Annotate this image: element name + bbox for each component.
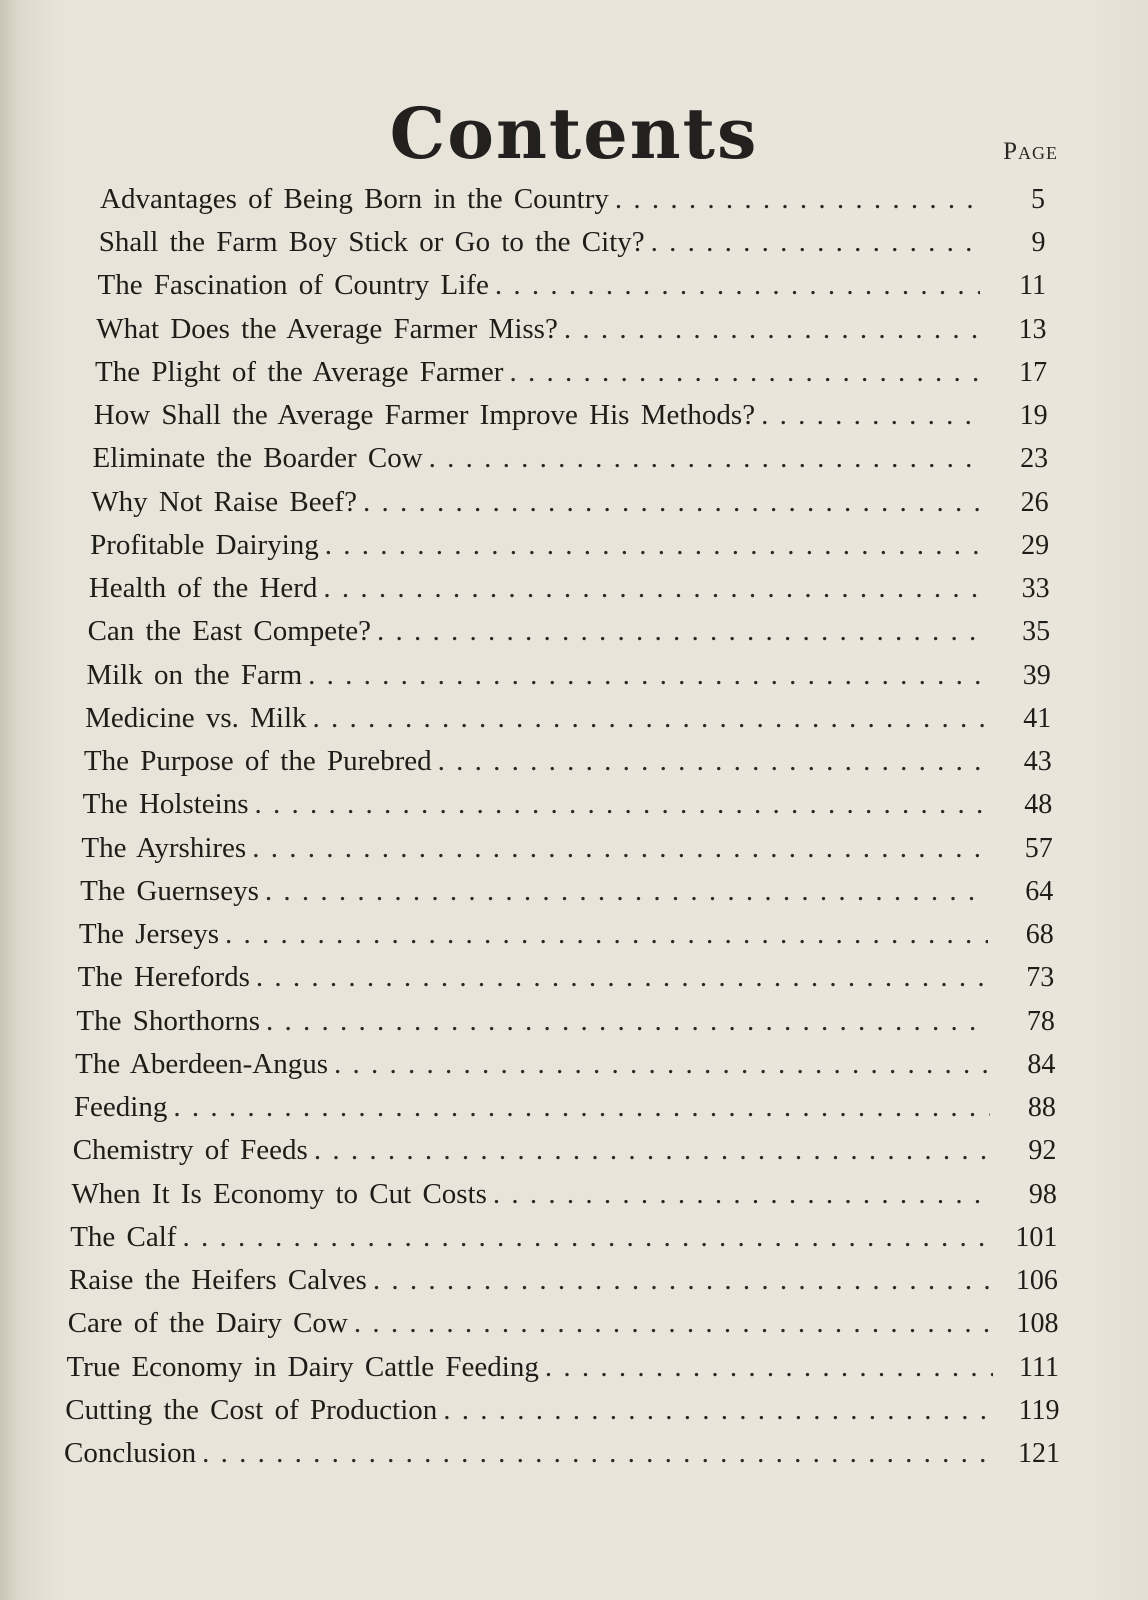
toc-entry-page-number: 26 bbox=[1020, 486, 1049, 518]
toc-entry-page-number: 41 bbox=[1023, 702, 1052, 734]
toc-entry-page-number: 23 bbox=[1020, 443, 1049, 475]
toc-entry-title: How Shall the Average Farmer Improve His Methods? bbox=[93, 399, 756, 432]
toc-entry-page-number: 68 bbox=[1025, 919, 1054, 951]
toc-entry-page-number: 35 bbox=[1022, 616, 1051, 648]
dot-leader bbox=[182, 1221, 991, 1254]
dot-leader bbox=[225, 918, 988, 951]
toc-entry-title: The Herefords bbox=[77, 961, 250, 994]
toc-entry-title: Eliminate the Boarder Cow bbox=[92, 442, 423, 475]
toc-entry-page-number: 48 bbox=[1024, 789, 1053, 821]
toc-entry-title: Profitable Dairying bbox=[90, 528, 319, 561]
toc-entry-page-number: 43 bbox=[1023, 746, 1052, 778]
dot-leader bbox=[429, 442, 982, 475]
dot-leader bbox=[173, 1091, 989, 1124]
toc-entry-page-number: 19 bbox=[1019, 400, 1048, 432]
toc-entry-page-number: 111 bbox=[1019, 1351, 1059, 1383]
dot-leader bbox=[495, 269, 980, 302]
toc-entry-title: Milk on the Farm bbox=[86, 658, 303, 691]
toc-entry-title: The Shorthorns bbox=[76, 1004, 261, 1037]
toc-entry-title: Feeding bbox=[73, 1091, 168, 1124]
toc-entry-title: Care of the Dairy Cow bbox=[67, 1307, 348, 1340]
toc-entry-page-number: 9 bbox=[1031, 227, 1046, 259]
toc-entry-title: Shall the Farm Boy Stick or Go to the City? bbox=[98, 226, 645, 259]
toc-entry-page-number: 121 bbox=[1018, 1438, 1060, 1469]
toc-entry-page-number: 29 bbox=[1021, 529, 1050, 561]
toc-entry bbox=[100, 183, 1045, 219]
dot-leader bbox=[509, 356, 981, 389]
toc-entry-page-number: 13 bbox=[1018, 313, 1047, 345]
dot-leader bbox=[325, 529, 983, 562]
dot-leader bbox=[373, 1264, 992, 1297]
toc-entry bbox=[66, 1351, 1058, 1387]
toc-entry-page-number: 5 bbox=[1031, 184, 1045, 215]
toc-entry-page-number: 33 bbox=[1021, 573, 1050, 605]
toc-entry bbox=[89, 572, 1050, 608]
dot-leader bbox=[323, 572, 983, 605]
toc-entry-page-number: 39 bbox=[1022, 659, 1051, 691]
toc-entry-page-number: 92 bbox=[1028, 1135, 1057, 1167]
toc-entry-title: Health of the Herd bbox=[88, 572, 318, 605]
toc-entry-title: Raise the Heifers Calves bbox=[68, 1264, 367, 1297]
toc-entry-title: Can the East Compete? bbox=[87, 615, 371, 648]
toc-entry bbox=[80, 875, 1053, 911]
dot-leader bbox=[354, 1307, 993, 1340]
dot-leader bbox=[493, 1178, 991, 1211]
toc-entry-page-number: 11 bbox=[1019, 270, 1047, 302]
toc-entry-page-number: 119 bbox=[1018, 1394, 1060, 1426]
toc-entry bbox=[98, 269, 1047, 305]
toc-entry-page-number: 57 bbox=[1024, 832, 1053, 864]
toc-entry bbox=[81, 832, 1052, 868]
toc-entry-title: The Guernseys bbox=[80, 874, 259, 907]
toc-entry bbox=[73, 1134, 1057, 1170]
page-title: Contents bbox=[389, 91, 759, 175]
toc-entry bbox=[64, 1437, 1060, 1473]
toc-entry bbox=[76, 1005, 1054, 1041]
toc-entry bbox=[94, 399, 1048, 435]
dot-leader bbox=[255, 788, 987, 821]
toc-entry-title: True Economy in Dairy Cattle Feeding bbox=[66, 1350, 539, 1383]
dot-leader bbox=[256, 961, 988, 994]
toc-entry-page-number: 64 bbox=[1025, 875, 1054, 907]
toc-entry-page-number: 73 bbox=[1026, 962, 1055, 994]
dot-leader bbox=[363, 486, 983, 519]
page-column-header: Page bbox=[1003, 138, 1058, 165]
toc-entry bbox=[75, 1048, 1055, 1084]
dot-leader bbox=[313, 702, 986, 735]
toc-entry bbox=[86, 659, 1050, 695]
toc-entry bbox=[70, 1221, 1057, 1257]
toc-entry-title: The Holsteins bbox=[82, 788, 249, 821]
toc-entry-page-number: 17 bbox=[1019, 356, 1048, 388]
dot-leader bbox=[761, 399, 981, 432]
toc-entry bbox=[68, 1307, 1059, 1343]
toc-entry bbox=[71, 1178, 1056, 1214]
toc-entry-title: The Fascination of Country Life bbox=[97, 269, 489, 302]
toc-entry-title: Why Not Raise Beef? bbox=[91, 485, 357, 518]
toc-entry-title: When It Is Economy to Cut Costs bbox=[71, 1177, 487, 1210]
toc-entry-title: Chemistry of Feeds bbox=[72, 1134, 308, 1167]
toc-entry bbox=[84, 745, 1052, 781]
toc-entry-page-number: 101 bbox=[1015, 1221, 1058, 1253]
toc-entry-page-number: 106 bbox=[1015, 1265, 1058, 1297]
dot-leader bbox=[202, 1437, 994, 1470]
toc-entry-page-number: 108 bbox=[1016, 1308, 1059, 1340]
toc-entry-page-number: 78 bbox=[1026, 1005, 1055, 1037]
toc-entry bbox=[83, 788, 1053, 824]
toc-entry bbox=[78, 961, 1055, 997]
toc-entry-title: Conclusion bbox=[64, 1437, 197, 1469]
toc-entry-title: The Jerseys bbox=[78, 918, 219, 951]
dot-leader bbox=[308, 659, 985, 692]
dot-leader bbox=[564, 313, 981, 346]
dot-leader bbox=[266, 1005, 989, 1038]
toc-entry-title: Advantages of Being Born in the Country bbox=[100, 183, 609, 215]
dot-leader bbox=[651, 226, 980, 259]
dot-leader bbox=[545, 1351, 993, 1384]
toc-entry-page-number: 98 bbox=[1028, 1178, 1057, 1210]
dot-leader bbox=[252, 832, 987, 865]
toc-entry bbox=[93, 442, 1049, 478]
toc-entry bbox=[69, 1264, 1058, 1300]
dot-leader bbox=[443, 1394, 993, 1427]
dot-leader bbox=[265, 875, 987, 908]
toc-entry bbox=[96, 313, 1046, 349]
dot-leader bbox=[438, 745, 986, 778]
toc-entry-title: Medicine vs. Milk bbox=[85, 701, 307, 734]
toc-entry bbox=[65, 1394, 1059, 1430]
toc-entry-title: What Does the Average Farmer Miss? bbox=[96, 312, 558, 345]
toc-entry-page-number: 84 bbox=[1027, 1048, 1056, 1080]
dot-leader bbox=[334, 1048, 989, 1081]
toc-entry-title: Cutting the Cost of Production bbox=[65, 1393, 438, 1426]
toc-entry bbox=[85, 702, 1051, 738]
toc-entry bbox=[88, 615, 1051, 651]
toc-entry bbox=[74, 1091, 1056, 1127]
toc-entry-title: The Calf bbox=[70, 1220, 177, 1253]
dot-leader bbox=[377, 615, 984, 648]
toc-entry bbox=[79, 918, 1054, 954]
toc-entry bbox=[90, 529, 1049, 565]
dot-leader bbox=[314, 1134, 991, 1167]
dot-leader bbox=[615, 183, 979, 216]
toc-entry bbox=[99, 226, 1046, 262]
toc-entry-title: The Aberdeen-Angus bbox=[75, 1047, 329, 1080]
toc-entry-title: The Plight of the Average Farmer bbox=[95, 355, 504, 388]
toc-entry-title: The Purpose of the Purebred bbox=[83, 745, 432, 778]
toc-entry-page-number: 88 bbox=[1027, 1092, 1056, 1124]
toc-entry bbox=[95, 356, 1047, 392]
toc-entry bbox=[91, 486, 1048, 522]
toc-entry-title: The Ayrshires bbox=[81, 831, 247, 864]
